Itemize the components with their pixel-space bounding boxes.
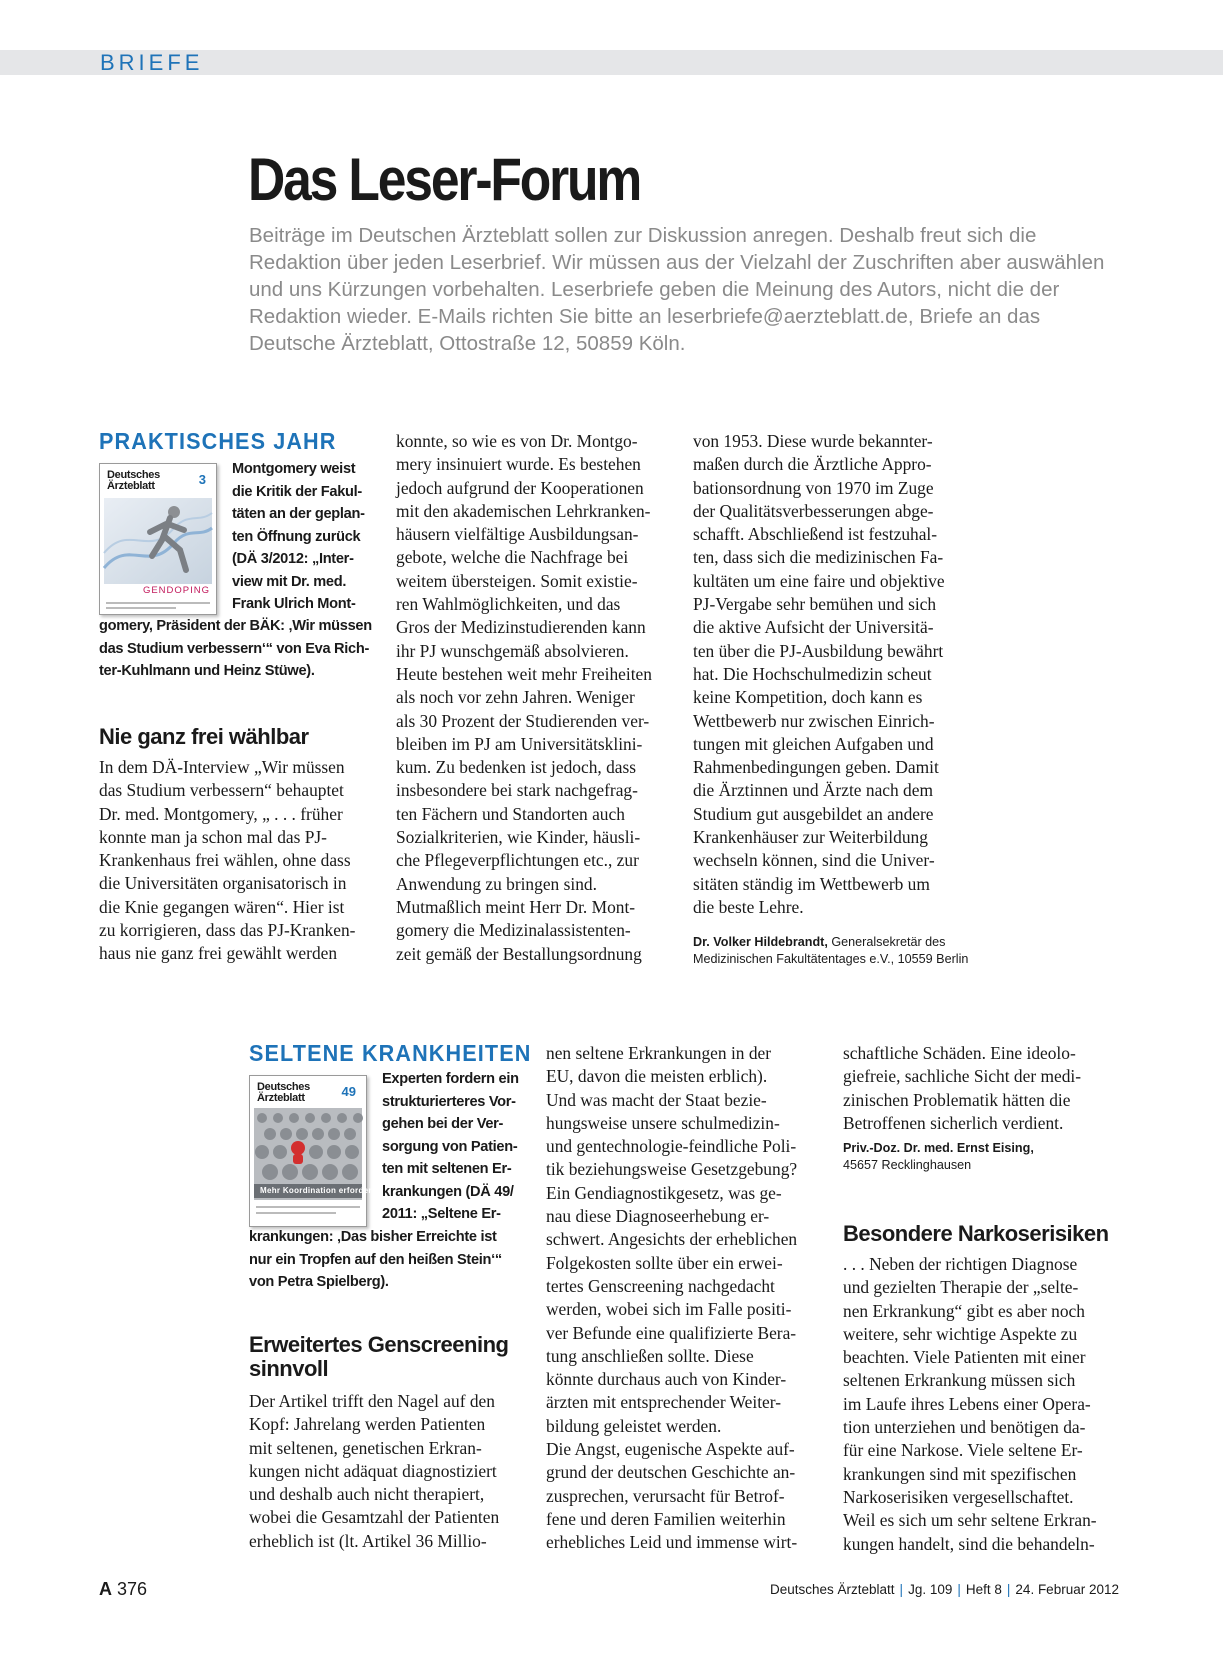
summary-line: ter-Kuhlmann und Heinz Stüwe). (99, 663, 315, 679)
text-line: und deshalb auch nicht therapiert, (249, 1484, 485, 1505)
summary-line: ten Öffnung zurück (232, 528, 361, 545)
runner-illustration (104, 498, 212, 584)
summary-line: strukturierteres Vor- (382, 1093, 516, 1110)
text-line: die beste Lehre. (693, 896, 804, 917)
summary-line: Experten fordern ein (382, 1071, 519, 1087)
journal-name: Deutsches Ärzteblatt (769, 1582, 895, 1597)
text-line: nen Erkrankung“ gibt es aber noch (843, 1300, 1085, 1321)
text-line: Krankenhaus frei wählen, ohne dass (99, 850, 351, 871)
cover-brand: Deutsches Ärzteblatt (107, 469, 160, 492)
text-line: für eine Narkose. Viele seltene Er- (843, 1440, 1083, 1461)
text-line: zeit gemäß der Bestallungsordnung (396, 943, 642, 964)
text-line: insbesondere bei stark nachgefrag- (396, 780, 638, 801)
text-line: werden, wobei sich im Falle positi- (546, 1299, 792, 1320)
article1-column-2 (396, 430, 681, 966)
cover-footer-line (106, 602, 210, 604)
text-line: schaftliche Schäden. Eine ideolo- (843, 1043, 1076, 1063)
text-line: zinischen Problematik hätten die (843, 1089, 1071, 1110)
summary-line: die Kritik der Fakul- (232, 483, 362, 500)
signature-line (843, 1140, 1128, 1157)
article2-column-3b (843, 1253, 1128, 1556)
text-line: kultäten um eine faire und objektive (693, 570, 945, 591)
text-line: als noch vor zehn Jahren. Weniger (396, 687, 635, 708)
text-line: Weil es sich um sehr seltene Erkran- (843, 1510, 1097, 1531)
text-line: Anwendung zu bringen sind. (396, 873, 597, 894)
summary-line: gomery, Präsident der BÄK: ‚Wir müssen (99, 618, 372, 634)
text-line: krankungen sind mit spezifischen (843, 1463, 1077, 1484)
journal-issue: Heft 8 (965, 1582, 1002, 1597)
article1-kicker: PRAKTISCHES JAHR (99, 428, 337, 454)
text-line: Folgekosten sollte über ein erwei- (546, 1252, 783, 1273)
footer-separator: | (957, 1582, 961, 1597)
text-line: häusern vielfältige Ausbildungsan- (396, 524, 639, 545)
text-line: mit den akademischen Lehrkranken- (396, 500, 651, 521)
text-line: Die Angst, eugenische Aspekte auf- (546, 1439, 795, 1460)
journal-date: 24. Februar 2012 (1015, 1582, 1119, 1597)
cover-footer-line (256, 1206, 360, 1208)
author-affiliation: 45657 Recklinghausen (843, 1158, 972, 1172)
text-line: im Laufe ihres Lebens einer Opera- (843, 1393, 1091, 1414)
article2-signature (843, 1140, 1128, 1174)
text-line: zusprechen, verursacht für Betrof- (546, 1485, 785, 1506)
summary-line: 2011: „Seltene Er- (382, 1206, 501, 1222)
text-line: che Pflegeverpflichtungen etc., zur (396, 850, 639, 871)
article1-summary-cont (99, 615, 379, 683)
article2-summary-cont (249, 1226, 529, 1294)
text-line: beachten. Viele Patienten mit einer (843, 1347, 1086, 1368)
text-line: bationsordnung von 1970 im Zuge (693, 477, 934, 498)
text-line: Studium gut ausgebildet an andere (693, 803, 934, 824)
page-number-value: 376 (112, 1579, 148, 1599)
text-line: gebote, welche die Nachfrage bei (396, 547, 629, 568)
text-line: die Knie gegangen wären“. Hier ist (99, 896, 345, 917)
text-line: PJ-Vergabe sehr bemühen und sich (693, 594, 937, 615)
text-line: zu korrigieren, dass das PJ-Kranken- (99, 920, 356, 941)
text-line: wechseln können, sind die Univer- (693, 850, 935, 871)
text-line: Narkoserisiken vergesellschaftet. (843, 1486, 1074, 1507)
text-line: Der Artikel trifft den Nagel auf den (249, 1391, 495, 1411)
text-line: tung anschließen sollte. Diese (546, 1345, 754, 1366)
title-line: Erweitertes Genscreening (249, 1332, 509, 1357)
text-line: konnte, so wie es von Dr. Montgo- (396, 431, 638, 451)
text-line: keine Kompetition, doch kann es (693, 687, 923, 708)
journal-volume: Jg. 109 (908, 1582, 953, 1597)
cover-issue-number: 49 (341, 1084, 356, 1099)
text-line: Und was macht der Staat bezie- (546, 1089, 767, 1110)
author-affiliation: Medizinischen Fakultätentages e.V., 10559 Berlin (693, 952, 969, 966)
text-line: und gezielten Therapie der „selte- (843, 1277, 1079, 1298)
article2-letter2-title: Besondere Narkoserisiken (843, 1221, 1109, 1246)
text-line: ihr PJ wunschgemäß absolvieren. (396, 640, 629, 661)
text-line: ten, dass sich die medizinischen Fa- (693, 547, 944, 568)
text-line: erhebliches Leid und immense wirt- (546, 1532, 798, 1553)
text-line: maßen durch die Ärztliche Appro- (693, 454, 932, 475)
article2-column-3 (843, 1042, 1128, 1135)
text-line: ren Wahlmöglichkeiten, und das (396, 594, 621, 615)
article2-summary (382, 1068, 522, 1226)
cover-caption: GENDOPING (142, 585, 210, 596)
text-line: Rahmenbedingungen geben. Damit (693, 757, 939, 778)
text-line: das Studium verbessern“ behauptet (99, 780, 344, 801)
article1-column-3 (693, 430, 978, 919)
text-line: als 30 Prozent der Studierenden ver- (396, 710, 650, 731)
text-line: Wettbewerb nur zwischen Einrich- (693, 710, 935, 731)
summary-line: das Studium verbessern‘“ von Eva Rich- (99, 640, 370, 657)
summary-line: täten an der geplan- (232, 506, 365, 522)
text-line: und gentechnologie-feindliche Poli- (546, 1136, 797, 1157)
text-line: hat. Die Hochschulmedizin scheut (693, 663, 932, 684)
text-line: kungen nicht adäquat diagnostiziert (249, 1460, 497, 1481)
text-line: jedoch aufgrund der Kooperationen (396, 477, 644, 498)
article1-column-1 (99, 756, 384, 966)
summary-line: sorgung von Patien- (382, 1138, 518, 1155)
text-line: giefreie, sachliche Sicht der medi- (843, 1066, 1082, 1087)
summary-line: Montgomery weist (232, 461, 356, 477)
text-line: kum. Zu bedenken ist jedoch, dass (396, 757, 637, 778)
summary-line: Frank Ulrich Mont- (232, 596, 356, 612)
text-line: konnte man ja schon mal das PJ- (99, 826, 327, 847)
text-line: tertes Genscreening nachgedacht (546, 1275, 775, 1296)
author-role: Generalsekretär des (827, 935, 946, 949)
text-line: mit seltenen, genetischen Erkran- (249, 1437, 482, 1458)
text-line: ten Fächern und Standorten auch (396, 803, 625, 824)
text-line: wobei die Gesamtzahl der Patienten (249, 1507, 500, 1528)
article2-cover-thumbnail (249, 1075, 387, 1227)
article2-column-1 (249, 1390, 534, 1553)
text-line: hungsweise unsere schulmedizin- (546, 1112, 780, 1133)
text-line: ver Befunde eine qualifizierte Bera- (546, 1322, 797, 1343)
text-line: Gros der Medizinstudierenden kann (396, 617, 646, 638)
text-line: bildung geleistet werden. (546, 1415, 722, 1436)
text-line: tungen mit gleichen Aufgaben und (693, 733, 934, 754)
summary-line: von Petra Spielberg). (249, 1274, 389, 1290)
article2-column-2 (546, 1042, 831, 1555)
summary-line: krankungen (DÄ 49/ (382, 1183, 514, 1200)
text-line: schwert. Angesichts der erheblichen (546, 1229, 798, 1250)
summary-line: nur ein Tropfen auf den heißen Stein‘“ (249, 1251, 502, 1268)
text-line: Sozialkriterien, wie Kinder, häusli- (396, 827, 641, 848)
summary-line: krankungen: ‚Das bisher Erreichte ist (249, 1229, 497, 1245)
cover-footer-line (106, 607, 176, 609)
author-name: Dr. Volker Hildebrandt, (693, 935, 828, 949)
text-line: weitem übersteigen. Somit existie- (396, 570, 638, 591)
text-line: der Qualitätsverbesserungen abge- (693, 500, 934, 521)
summary-line: gehen bei der Ver- (382, 1116, 504, 1132)
article2-kicker: SELTENE KRANKHEITEN (249, 1040, 532, 1066)
text-line: Krankenhäuser zur Weiterbildung (693, 827, 928, 848)
footer-citation (770, 1582, 1119, 1597)
text-line: die aktive Aufsicht der Universitä- (693, 617, 934, 638)
text-line: kungen handelt, sind die behandeln- (843, 1533, 1095, 1554)
title-line: sinnvoll (249, 1356, 329, 1381)
text-line: die Ärztinnen und Ärzte nach dem (693, 780, 933, 801)
text-line: tion unterziehen und benötigen da- (843, 1417, 1086, 1438)
article2-letter1-title (249, 1333, 529, 1381)
article1-summary (232, 458, 372, 616)
text-line: Mutmaßlich meint Herr Dr. Mont- (396, 896, 636, 917)
page-title: Das Leser-Forum (248, 146, 641, 213)
text-line: nen seltene Erkrankungen in der (546, 1043, 772, 1063)
cover-issue-number: 3 (198, 472, 206, 487)
page-number (99, 1579, 147, 1600)
article1-signature (693, 934, 978, 968)
text-line: mery insinuiert wurde. Es bestehen (396, 454, 641, 475)
summary-line: (DÄ 3/2012: „Inter- (232, 551, 354, 567)
text-line: fene und deren Familien weiterhin (546, 1508, 786, 1529)
cover-footer-line (256, 1212, 336, 1214)
summary-line: view mit Dr. med. (232, 573, 347, 590)
text-line: seltenen Erkrankung müssen sich (843, 1370, 1076, 1391)
summary-line: ten mit seltenen Er- (382, 1161, 512, 1177)
text-line: ärzten mit entsprechender Weiter- (546, 1392, 782, 1413)
cover-caption: Mehr Koordination erforderlich (260, 1186, 387, 1195)
text-line: von 1953. Diese wurde bekannter- (693, 431, 933, 451)
text-line: In dem DÄ-Interview „Wir müssen (99, 757, 345, 777)
text-line: grund der deutschen Geschichte an- (546, 1462, 796, 1483)
footer-separator: | (899, 1582, 904, 1597)
signature-line (693, 934, 978, 951)
text-line: Kopf: Jahrelang werden Patienten (249, 1414, 486, 1435)
text-line: . . . Neben der richtigen Diagnose (843, 1254, 1078, 1274)
page-prefix: A (99, 1579, 112, 1599)
text-line: haus nie ganz frei gewählt werden (99, 943, 338, 964)
text-line: erheblich ist (lt. Artikel 36 Millio- (249, 1530, 487, 1551)
intro-text: Beiträge im Deutschen Ärzteblatt sollen zur Diskussion anregen. Deshalb freut sich die Redaktion über jeden Leserbrief. Wir müssen aus der Vielzahl der Zuschriften aber auswählen und uns Kürzungen vorbehalten. Leserbriefe geben die Meinung des Autors, nicht die der Redaktion wieder. E-Mails richten Sie bitte an leserbriefe@aerzteblatt.de, Briefe an das Deutsche Ärzteblatt, Ottostraße 12, 50859 Köln. (249, 224, 1105, 355)
text-line: schafft. Abschließend ist festzuhal- (693, 524, 938, 545)
text-line: ten über die PJ-Ausbildung bewährt (693, 640, 944, 661)
cover-brand: Deutsches Ärzteblatt (257, 1081, 310, 1104)
text-line: die Universitäten organisatorisch in (99, 873, 347, 894)
footer-separator: | (1006, 1582, 1011, 1597)
article1-letter-title: Nie ganz frei wählbar (99, 724, 309, 749)
text-line: Ein Gendiagnostikgesetz, was ge- (546, 1182, 782, 1203)
text-line: nau diese Diagnoseerhebung er- (546, 1206, 770, 1227)
text-line: sitäten ständig im Wettbewerb um (693, 873, 930, 894)
text-line: tik beziehungsweise Gesetzgebung? (546, 1159, 798, 1180)
author-name: Priv.-Doz. Dr. med. Ernst Eising, (843, 1141, 1034, 1155)
text-line: Dr. med. Montgomery, „ . . . früher (99, 803, 343, 824)
text-line: könnte durchaus auch von Kinder- (546, 1369, 787, 1390)
section-label: BRIEFE (100, 50, 204, 75)
article1-cover-thumbnail (99, 463, 217, 615)
text-line: weitere, sehr wichtige Aspekte zu (843, 1323, 1078, 1344)
text-line: bleiben im PJ am Universitätsklini- (396, 733, 643, 754)
text-line: Betroffenen sicherlich verdient. (843, 1112, 1064, 1133)
text-line: gomery die Medizinalassistenten- (396, 920, 631, 941)
text-line: Heute bestehen weit mehr Freiheiten (396, 663, 652, 684)
text-line: EU, davon die meisten erblich). (546, 1066, 768, 1087)
